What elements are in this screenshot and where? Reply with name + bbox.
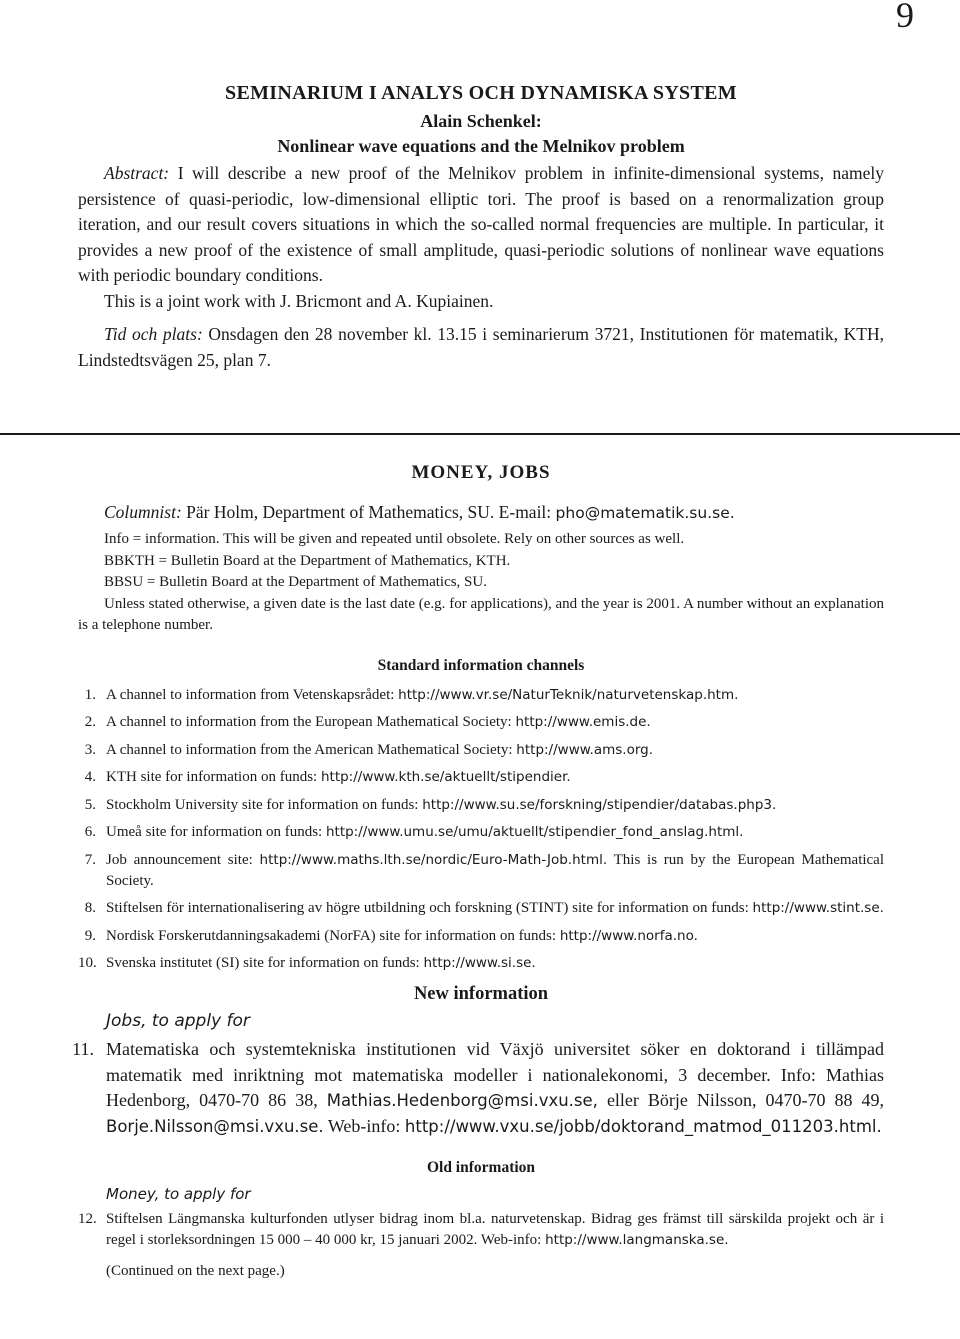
item-text: Svenska institutet (SI) site for information on funds:: [106, 955, 420, 971]
item-number: 8.: [84, 900, 96, 916]
item-text: Matematiska och systemtekniska institutionen vid Växjö universitet söker en doktorand i tillämpad matematik med inriktning mot matematiska modeller i nationalekonomi, 3 december. Info: Mathias Hedenborg, 0470-70 86 38,: [106, 1039, 884, 1110]
item-number: 11.: [72, 1039, 94, 1059]
abstract-text: I will describe a new proof of the Melnikov problem in infinite-dimensional systems, namely persistence of quasi-periodic, low-dimensional elliptic tori. The proof is based on a renormalization group iteration, and our result covers situations in which the so-called normal frequencies are multiple. In particular, it provides a new proof of the existence of small amplitude, quasi-periodic solutions of nonlinear wave equations with periodic boundary conditions.: [78, 163, 885, 285]
web-link[interactable]: http://www.langmanska.se.: [545, 1232, 729, 1248]
item-link[interactable]: http://www.su.se/forskning/stipendier/databas.php3.: [422, 796, 777, 813]
seminar-section: [78, 82, 884, 373]
old-information-title: Old information: [426, 1159, 536, 1176]
jobs-category-label: Jobs, to apply for: [106, 1011, 250, 1031]
list-item: [72, 1037, 884, 1139]
item-text: Job announcement site:: [106, 851, 253, 868]
list-item: [78, 926, 884, 947]
item-link[interactable]: http://www.si.se.: [423, 955, 536, 971]
item-text: Stockholm University site for information on funds:: [106, 796, 419, 813]
item-number: 3.: [84, 741, 96, 758]
list-item: [78, 795, 884, 816]
item-link[interactable]: http://www.kth.se/aktuellt/stipendier.: [320, 769, 571, 785]
item-link[interactable]: http://www.stint.se.: [752, 900, 884, 916]
list-item: [78, 822, 884, 843]
money-jobs-section: [72, 462, 885, 1280]
list-item: [78, 767, 884, 788]
item-link[interactable]: http://www.maths.lth.se/nordic/Euro-Math-Job.html.: [259, 851, 608, 868]
item-number: 7.: [84, 851, 96, 868]
item-text: KTH site for information on funds:: [106, 769, 318, 785]
item-number: 12.: [78, 1211, 97, 1227]
new-information-title: New information: [413, 984, 549, 1004]
list-item: [78, 712, 884, 733]
item-number: 5.: [84, 796, 96, 813]
info-block: [78, 529, 884, 637]
list-item: [78, 685, 884, 706]
item-text: A channel to information from Vetenskapsrådet:: [106, 686, 395, 703]
item-number: 2.: [84, 714, 96, 730]
list-item: [78, 1209, 884, 1251]
item-number: 1.: [84, 686, 96, 703]
item-text: Nordisk Forskerutdanningsakademi (NorFA) site for information on funds:: [106, 927, 557, 944]
item-link[interactable]: http://www.emis.de.: [515, 714, 651, 730]
section-divider: [0, 433, 960, 435]
speaker-name: Alain Schenkel:: [420, 111, 542, 131]
time-text: Onsdagen den 28 november kl. 13.15 i seminarierum 3721, Institutionen för matematik, KTH, Lindstedtsvägen 25, plan 7.: [78, 324, 884, 370]
info-line: BBKTH = Bulletin Board at the Department of Mathematics, KTH.: [104, 552, 511, 569]
list-item: [78, 850, 884, 892]
talk-title: Nonlinear wave equations and the Melnikov problem: [277, 136, 685, 156]
money-category-label: Money, to apply for: [106, 1185, 251, 1203]
list-item: [78, 898, 884, 919]
info-line: Unless stated otherwise, a given date is the last date (e.g. for applications), and the year is 2001. A number without an explanation is a telephone number.: [78, 595, 884, 633]
info-line: BBSU = Bulletin Board at the Department of Mathematics, SU.: [104, 574, 487, 590]
time-and-place: [78, 322, 884, 373]
web-link[interactable]: http://www.vxu.se/jobb/doktorand_matmod_011203.html.: [404, 1116, 882, 1136]
abstract: [78, 161, 884, 289]
item-number: 10.: [78, 955, 97, 971]
channels-list: [78, 685, 884, 975]
item-link[interactable]: http://www.ams.org.: [516, 741, 654, 758]
joint-work: This is a joint work with J. Bricmont and A. Kupiainen.: [104, 290, 494, 311]
item-link[interactable]: http://www.vr.se/NaturTeknik/naturvetenskap.htm.: [398, 686, 739, 703]
seminar-title: SEMINARIUM I ANALYS OCH DYNAMISKA SYSTEM: [225, 82, 737, 104]
item-text: A channel to information from the American Mathematical Society:: [106, 741, 513, 758]
item-number: 4.: [84, 769, 96, 785]
columnist-line: [104, 502, 884, 523]
page-number: 9: [896, 0, 914, 35]
columnist-text: Pär Holm, Department of Mathematics, SU. E-mail:: [186, 502, 552, 522]
item-number: 6.: [84, 824, 96, 840]
item-text: Umeå site for information on funds:: [106, 824, 323, 840]
item-text: eller Börje Nilsson, 0470-70 88 49,: [606, 1090, 884, 1110]
item-link[interactable]: http://www.norfa.no.: [559, 927, 698, 944]
item-number: 9.: [84, 927, 96, 944]
item-after-text: This is run by the European Mathematical Society.: [106, 851, 885, 889]
columnist-email-link[interactable]: pho@matematik.su.se.: [555, 504, 735, 522]
email-link[interactable]: Borje.Nilsson@msi.vxu.se.: [106, 1116, 324, 1136]
info-line: Info = information. This will be given and repeated until obsolete. Rely on other sources as well.: [104, 531, 685, 547]
columnist-label: Columnist:: [104, 502, 182, 522]
item-text: Stiftelsen för internationalisering av högre utbildning och forskning (STINT) site for information on funds:: [106, 900, 749, 916]
channels-title: Standard information channels: [377, 656, 585, 674]
list-item: [78, 740, 884, 761]
item-link[interactable]: http://www.umu.se/umu/aktuellt/stipendier_fond_anslag.html.: [325, 824, 744, 840]
money-jobs-title: MONEY, JOBS: [411, 462, 551, 483]
item-text: Stiftelsen Längmanska kulturfonden utlyser bidrag inom bl.a. naturvetenskap. Bidrag ges främst till särskilda projekt och är i regel i storleksordningen 15 000 – 40 000 kr, 15 januari 2002. Web-info:: [106, 1211, 884, 1248]
continued-note: (Continued on the next page.): [106, 1263, 285, 1279]
time-label: Tid och plats:: [104, 324, 203, 344]
item-text: A channel to information from the European Mathematical Society:: [106, 714, 512, 730]
abstract-label: Abstract:: [104, 163, 170, 183]
item-text: Web-info:: [327, 1115, 401, 1136]
list-item: [78, 953, 884, 974]
email-link[interactable]: Mathias.Hedenborg@msi.vxu.se,: [326, 1091, 598, 1110]
